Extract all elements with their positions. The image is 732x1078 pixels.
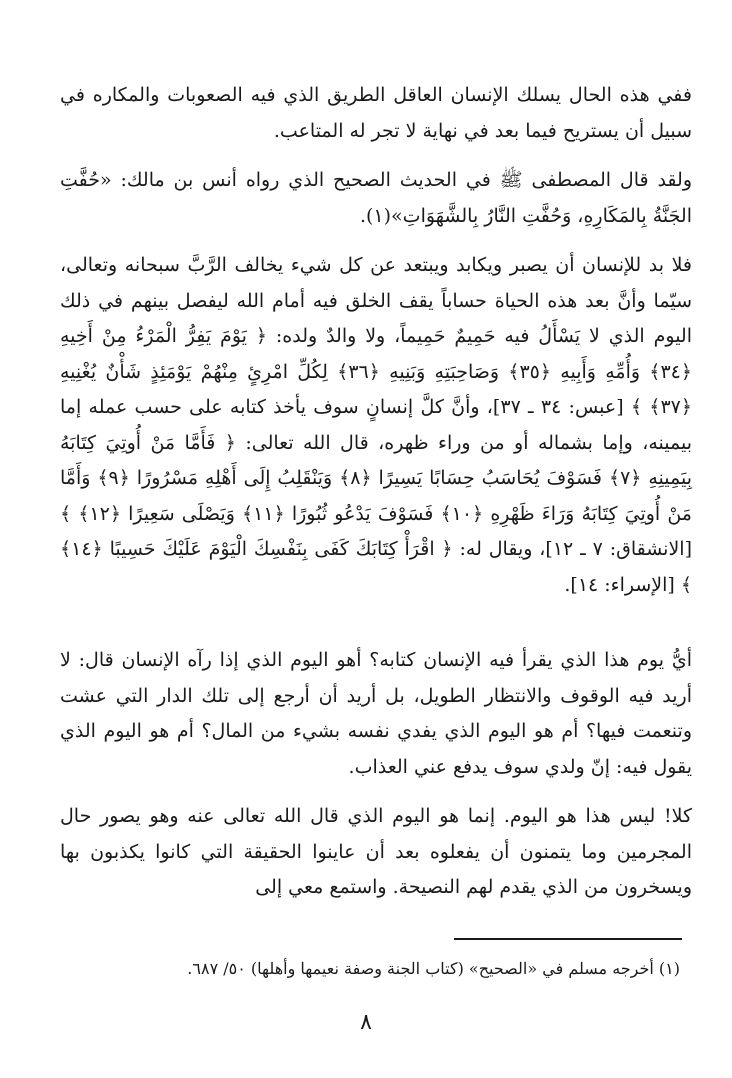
paragraph-2: ولقد قال المصطفى ﷺ في الحديث الصحيح الذي رواه أنس بن مالك: «حُفَّتِ الجَنَّةُ بِالمَكَارِهِ، وَحُفَّتِ النَّارُ بِالشَّهَوَاتِ»(١). [60,169,692,227]
paragraph-4: أيُّ يوم هذا الذي يقرأ فيه الإنسان كتابه؟ أهو اليوم الذي إذا رآه الإنسان قال: لا أريد فيه الوقوف والانتظار الطويل، بل أريد أن أرجع إلى تلك الدار التي عشت وتنعمت فيها؟ أم هو اليوم الذي يفدي نفسه بشيء من المال؟ أم هو اليوم الذي يقول فيه: إنّ ولدي سوف يدفع عني العذاب. [60,649,692,778]
page-body [60,78,692,906]
paragraph-1: ففي هذه الحال يسلك الإنسان العاقل الطريق الذي فيه الصعوبات والمكاره في سبيل أن يستريح فيما بعد في نهاية لا تجر له المتاعب. [60,84,692,142]
paragraph-spacer [60,603,692,643]
paragraph-spacer [60,234,692,248]
paragraph-5: كلا! ليس هذا هو اليوم. إنما هو اليوم الذي قال الله تعالى عنه وهو يصور حال المجرمين وما يتمنون أن يفعلوه بعد أن عاينوا الحقيقة التي كانوا يكذبون بها ويسخرون من الذي يقدم لهم النصيحة. واستمع معي إلى [60,805,692,898]
paragraph-spacer [60,785,692,799]
paragraph-spacer [60,149,692,163]
footnote: (١) أخرجه مسلم في «الصحيح» (كتاب الجنة وصفة نعيمها وأهلها) ٥٠/ ٦٨٧. [187,959,680,978]
footnote-divider [454,938,682,940]
page-number: ٨ [360,1010,372,1035]
paragraph-3: فلا بد للإنسان أن يصبر ويكابد ويبتعد عن كل شيء يخالف الرَّبَّ سبحانه وتعالى، سيّما وأنَّ بعد هذه الحياة حساباً يقف الخلق فيه أمام الله ليفصل بينهم في ذلك اليوم الذي لا يَسْأَلُ فيه حَمِيمٌ حَمِيماً، ولا والدٌ ولده: ﴿ يَوْمَ يَفِرُّ الْمَرْءُ مِنْ أَخِيهِ ﴿٣٤﴾ وَأُمِّهِ وَأَبِيهِ ﴿٣٥﴾ وَصَاحِبَتِهِ وَبَنِيهِ ﴿٣٦﴾ لِكُلِّ امْرِئٍ مِنْهُمْ يَوْمَئِذٍ شَأْنٌ يُغْنِيهِ ﴿٣٧﴾ ﴾ [عبس: ٣٤ ـ ٣٧]، وأنَّ كلَّ إنسانٍ سوف يأخذ كتابه على حسب عمله إما بيمينه، وإما بشماله أو من وراء ظهره، قال الله تعالى: ﴿ فَأَمَّا مَنْ أُوتِيَ كِتَابَهُ بِيَمِينِهِ ﴿٧﴾ فَسَوْفَ يُحَاسَبُ حِسَابًا يَسِيرًا ﴿٨﴾ وَيَنْقَلِبُ إِلَى أَهْلِهِ مَسْرُورًا ﴿٩﴾ وَأَمَّا مَنْ أُوتِيَ كِتَابَهُ وَرَاءَ ظَهْرِهِ ﴿١٠﴾ فَسَوْفَ يَدْعُو ثُبُورًا ﴿١١﴾ وَيَصْلَى سَعِيرًا ﴿١٢﴾ ﴾ [الانشقاق: ٧ ـ ١٢]، ويقال له: ﴿ اقْرَأْ كِتَابَكَ كَفَى بِنَفْسِكَ الْيَوْمَ عَلَيْكَ حَسِيبًا ﴿١٤﴾ ﴾ [الإسراء: ١٤]. [60,254,693,596]
